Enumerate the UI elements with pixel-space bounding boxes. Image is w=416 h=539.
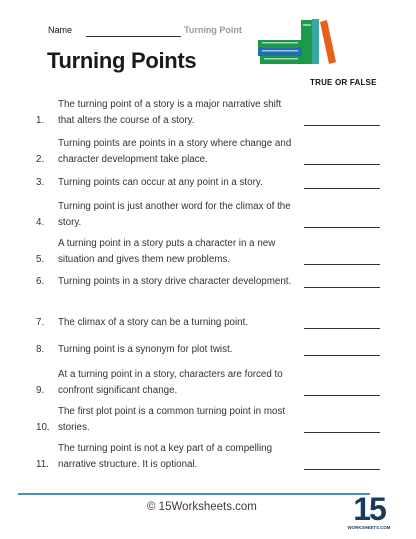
question-number: 2. [36,153,45,165]
answer-line[interactable] [304,188,380,189]
answer-line[interactable] [304,125,380,126]
question-number: 4. [36,216,45,228]
name-field-line[interactable] [86,36,181,37]
question-5 [32,236,392,267]
question-number: 3. [36,177,45,188]
footer-divider [18,493,370,495]
question-2 [32,136,392,167]
answer-line[interactable] [304,264,380,265]
question-1 [32,97,392,128]
question-number: 1. [36,114,45,126]
question-number: 5. [36,253,45,265]
question-text: At a turning point in a story, characters are forced to confront significant change. [58,369,283,396]
answer-line[interactable] [304,164,380,165]
question-8 [32,342,392,358]
worksheet-subtitle: Turning Point [184,25,242,35]
question-number: 10. [36,421,50,433]
question-text: Turning points can occur at any point in a story. [58,177,263,188]
question-text: The climax of a story can be a turning point. [58,317,249,328]
answer-line[interactable] [304,469,380,470]
logo-caption: WORKSHEETS.COM [347,525,391,530]
question-7 [32,315,392,331]
question-number: 6. [36,276,45,287]
question-number: 11. [36,458,49,470]
question-text: Turning points in a story drive character development. [58,276,292,287]
answer-line[interactable] [304,287,380,288]
question-10 [32,404,392,435]
question-number: 8. [36,344,45,355]
question-text: A turning point in a story puts a character in a new situation and gives them new problems. [58,238,276,265]
question-6 [32,274,392,290]
answer-line[interactable] [304,227,380,228]
question-text: Turning point is a synonym for plot twist. [58,344,233,355]
footer-copyright: © 15Worksheets.com [147,501,257,513]
question-9 [32,367,392,398]
question-text: The turning point is not a key part of a compelling narrative structure. It is optional. [58,443,273,470]
answer-line[interactable] [304,355,380,356]
question-11 [32,441,392,472]
name-label: Name [48,25,73,35]
answer-line[interactable] [304,395,380,396]
worksheets-logo [347,489,391,533]
question-text: Turning point is just another word for the climax of the story. [58,201,291,228]
true-false-header: TRUE OR FALSE [310,78,377,87]
worksheet-title: Turning Points [47,48,197,73]
question-text: Turning points are points in a story where change and character development take place. [58,138,292,165]
question-text: The first plot point is a common turning point in most stories. [58,406,286,433]
answer-line[interactable] [304,328,380,329]
logo-number: 15 [353,491,385,527]
question-3 [32,175,392,191]
question-number: 9. [36,384,45,396]
question-4 [32,199,392,230]
question-text: The turning point of a story is a major narrative shift that alters the course of a story. [58,99,282,126]
answer-line[interactable] [304,432,380,433]
books-icon [256,16,338,66]
question-number: 7. [36,317,45,328]
